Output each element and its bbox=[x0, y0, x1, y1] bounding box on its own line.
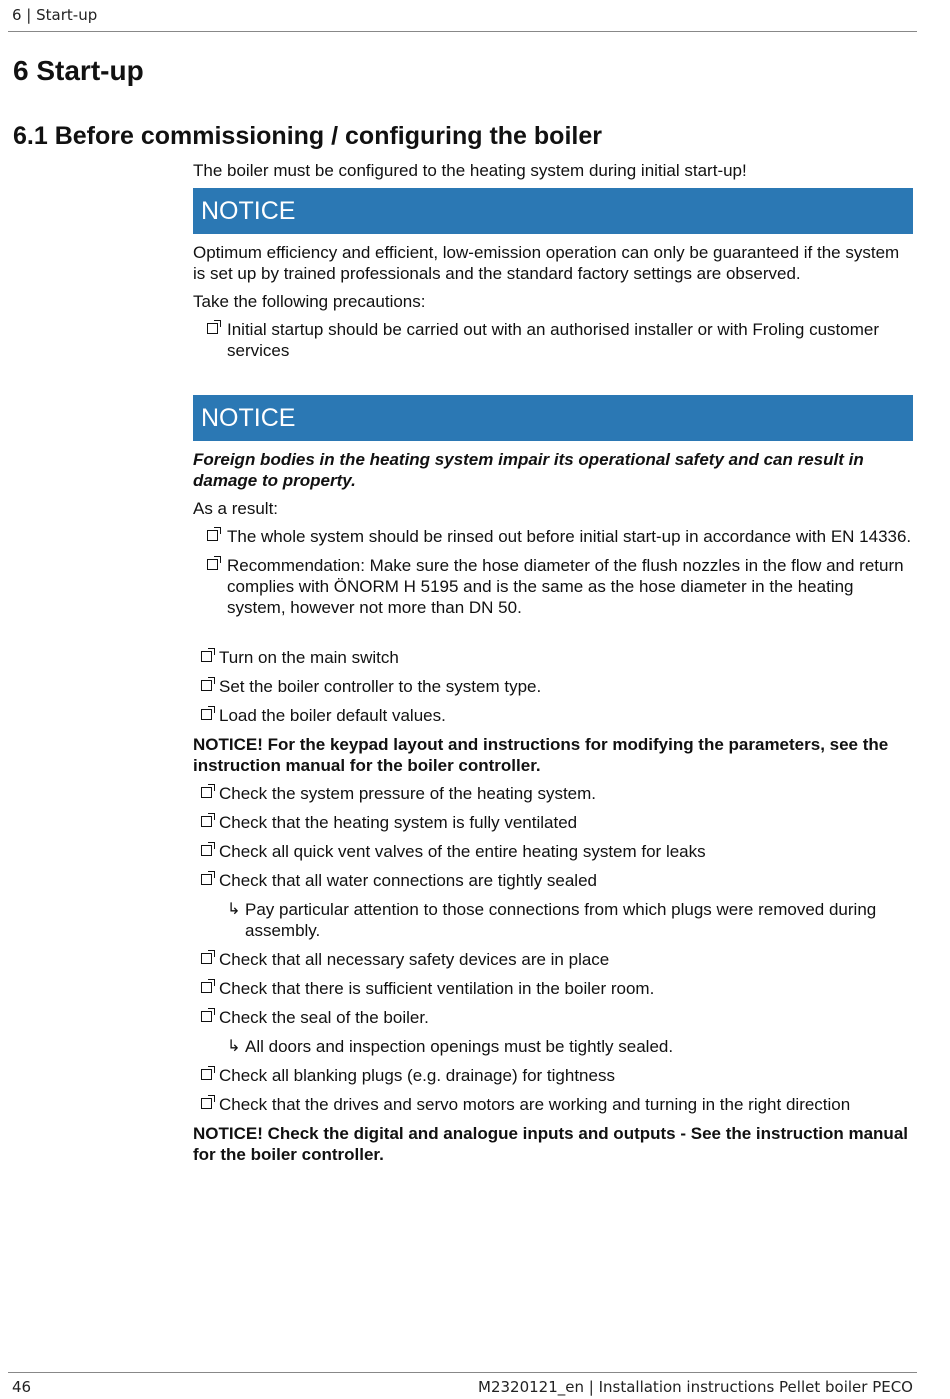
checkbox-icon bbox=[201, 680, 212, 691]
list-item bbox=[201, 555, 913, 618]
checkbox-icon bbox=[201, 982, 212, 993]
step-item bbox=[201, 647, 913, 668]
list-item bbox=[201, 526, 913, 547]
step-text: Set the boiler controller to the system type. bbox=[219, 677, 542, 696]
checkbox-icon bbox=[201, 1011, 212, 1022]
notice-io: NOTICE! Check the digital and analogue inputs and outputs - See the instruction manual for the boiler controller. bbox=[193, 1124, 908, 1164]
document-info: M2320121_en | Installation instructions Pellet boiler PECO bbox=[478, 1378, 913, 1396]
checkbox-icon bbox=[207, 559, 218, 570]
step-text: Check all blanking plugs (e.g. drainage) for tightness bbox=[219, 1066, 615, 1085]
notice-keypad: NOTICE! For the keypad layout and instructions for modifying the parameters, see the instruction manual for the boiler controller. bbox=[193, 735, 889, 775]
list-item bbox=[201, 319, 913, 361]
checkbox-icon bbox=[201, 709, 212, 720]
checkbox-icon bbox=[201, 787, 212, 798]
step-item bbox=[201, 870, 913, 891]
notice-1-lead: Take the following precautions: bbox=[193, 292, 426, 311]
checkbox-icon bbox=[201, 1069, 212, 1080]
step-item bbox=[201, 1007, 913, 1028]
main-content bbox=[193, 160, 913, 1172]
result-arrow-icon: ↳ bbox=[227, 901, 241, 918]
step-item bbox=[201, 705, 913, 726]
header-divider bbox=[8, 31, 917, 32]
result-text: Pay particular attention to those connections from which plugs were removed during assembly. bbox=[245, 900, 877, 940]
checkbox-icon bbox=[201, 816, 212, 827]
result-item bbox=[227, 1036, 913, 1057]
result-item bbox=[227, 899, 913, 941]
checkbox-icon bbox=[201, 651, 212, 662]
chapter-title: 6 Start-up bbox=[13, 55, 144, 86]
step-item bbox=[201, 676, 913, 697]
checkbox-icon bbox=[201, 845, 212, 856]
step-item bbox=[201, 949, 913, 970]
page-number: 46 bbox=[12, 1378, 32, 1396]
list-item-text: Initial startup should be carried out with an authorised installer or with Froling customer services bbox=[227, 320, 879, 360]
step-item bbox=[201, 978, 913, 999]
list-item-text: The whole system should be rinsed out before initial start-up in accordance with EN 14336. bbox=[227, 527, 912, 546]
section-title: 6.1 Before commissioning / configuring the boiler bbox=[13, 122, 602, 150]
step-text: Check the seal of the boiler. bbox=[219, 1008, 429, 1027]
intro-text: The boiler must be configured to the heating system during initial start-up! bbox=[193, 161, 747, 180]
step-text: Check all quick vent valves of the entire heating system for leaks bbox=[219, 842, 706, 861]
notice-2-body: Foreign bodies in the heating system impair its operational safety and can result in damage to property. bbox=[193, 450, 864, 490]
step-text: Check that all water connections are tightly sealed bbox=[219, 871, 597, 890]
notice-2-lead: As a result: bbox=[193, 499, 279, 518]
checkbox-icon bbox=[201, 1098, 212, 1109]
checkbox-icon bbox=[207, 530, 218, 541]
checkbox-icon bbox=[207, 323, 218, 334]
step-text: Check that the heating system is fully ventilated bbox=[219, 813, 578, 832]
step-item bbox=[201, 1094, 913, 1115]
footer-divider bbox=[8, 1372, 917, 1373]
result-arrow-icon: ↳ bbox=[227, 1038, 241, 1055]
notice-bar-2: NOTICE bbox=[193, 395, 913, 441]
checkbox-icon bbox=[201, 874, 212, 885]
notice-1-body: Optimum efficiency and efficient, low-emission operation can only be guaranteed if the system is set up by trained professionals and the standard factory settings are observed. bbox=[193, 243, 900, 283]
step-text: Turn on the main switch bbox=[219, 648, 399, 667]
notice-bar-1: NOTICE bbox=[193, 188, 913, 234]
step-item bbox=[201, 812, 913, 833]
step-item bbox=[201, 841, 913, 862]
step-item bbox=[201, 1065, 913, 1086]
list-item-text: Recommendation: Make sure the hose diameter of the flush nozzles in the flow and return complies with ÖNORM H 5195 and is the same as the hose diameter in the heating system, however not more than DN 50. bbox=[227, 556, 904, 617]
step-text: Check that there is sufficient ventilation in the boiler room. bbox=[219, 979, 655, 998]
running-header: 6 | Start-up bbox=[12, 6, 98, 24]
step-text: Check that all necessary safety devices are in place bbox=[219, 950, 610, 969]
result-text: All doors and inspection openings must be tightly sealed. bbox=[245, 1037, 674, 1056]
step-text: Check that the drives and servo motors are working and turning in the right direction bbox=[219, 1095, 851, 1114]
step-text: Check the system pressure of the heating system. bbox=[219, 784, 597, 803]
step-item bbox=[201, 783, 913, 804]
checkbox-icon bbox=[201, 953, 212, 964]
step-text: Load the boiler default values. bbox=[219, 706, 446, 725]
